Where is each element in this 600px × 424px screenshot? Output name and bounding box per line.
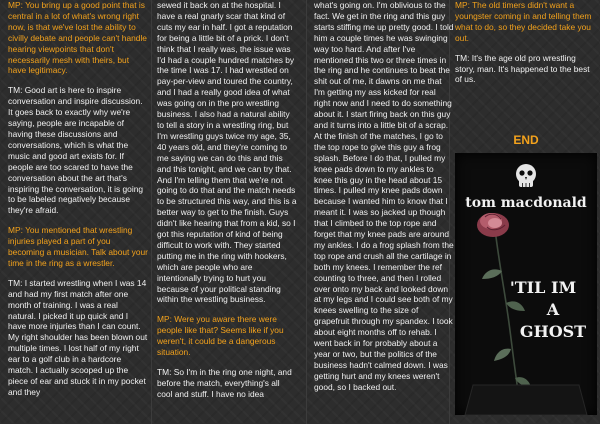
interviewee-answer: TM: I started wrestling when I was 14 and had my first match after one month of training. I was a real natural. I picked it up quick and I have more injuries than I can count. My right shoulder has been blown out multiple times. I lost half of my right ear to a golf club in a hardcore match. I actually scooped up the piece of ear and stuck it in my pocket and they bbox=[8, 277, 148, 397]
article-column-1 bbox=[8, 0, 148, 407]
article-column-3 bbox=[314, 0, 454, 402]
interviewee-answer: TM: Good art is here to inspire conversation and inspire discussion. It goes back to exactly why we're saying, people are incapable of having these discussions and conversations, which is what the music and good art exists for. If people are too scared to have the conversation about the art that's inspiring the conversation, it is going to be labeled negatively because they're afraid. bbox=[8, 85, 144, 216]
album-title-line-1: 'TIL IM bbox=[509, 278, 577, 297]
interviewer-question: MP: Were you aware there were people like that? Seems like if you weren't, it could be a dangerous situation. bbox=[157, 314, 284, 358]
rose-icon bbox=[477, 213, 509, 237]
skull-icon bbox=[516, 164, 536, 187]
article-column-2 bbox=[157, 0, 297, 409]
album-cover-image bbox=[455, 153, 597, 415]
hoodie-pocket bbox=[465, 385, 587, 415]
interviewee-answer: what's going on. I'm oblivious to the fact. We get in the ring and this guy starts stiffing me up pretty good. I told him a couple times he was swinging way too hard. And after I've mentioned this two or three times in the ring and he continues to beat the shit out of me, it dawns on me that I'm getting my ass kicked for real right now and I need to do something about it. I start firing back on this guy and it turns into a little bit of a scrap. At the finish of the matches, I go to the top rope to give this guy a frog splash. Before I do that, I pulled my knee pads down to my ankles to knee this guy in the head about 15 times. I pulled my knee pads down because I wanted him to know that I meant it. I was so jacked up though that I climbed to the top rope and forget that my knee pads are around my ankles. I do a frog splash from the top rope and crush all the cartilage in both my knees. I remember the ref counting to three, and then I rolled over onto my back and looked down at my legs and I could see both of my knees swelling to the size of grapefruit through my spandex. I took about eight months off to rehab. I went back in for probably about a year or two, but the politics of the business hadn't calmed down. I was getting hurt and my knees weren't good, so I backed out. bbox=[314, 0, 454, 392]
interviewee-answer: sewed it back on at the hospital. I have a real gnarly scar that kind of cuts my ear in half. I got a reputation for being a little bit of a prick. I don't think that I really was, the issue was I'd had a couple hundred matches by the time I was 17. I had wrestled on pay-per-view and toured the country, and I had a really good idea of what was going on in the pro wrestling business. I also had a natural ability to tell a story in a wrestling ring, but I'm wrestling guys twice my age, 35, 40 years old, and they're coming to me saying we can do this and this and this tonight, and we can try that. And I'm telling them that we're not going to do that and the match needs to be structured this way, and this is a better way to get to the finish. Guys didn't like hearing that from a kid, so I got this reputation of kind of being difficult to work with. They started putting me in the ring with hookers, which are people who are intentionally trying to hurt you because of your political standing within the wrestling business. bbox=[157, 0, 297, 305]
rose-leaf bbox=[494, 349, 511, 361]
interviewee-answer: TM: So I'm in the ring one night, and before the match, everything's all cool and stuff. I have no idea bbox=[157, 367, 292, 399]
interviewee-answer: TM: It's the age old pro wrestling story, man. It's happened to the best of us. bbox=[455, 52, 590, 85]
end-heading: END bbox=[513, 133, 539, 147]
album-title-line-2: A bbox=[546, 300, 560, 319]
column-divider bbox=[151, 0, 152, 424]
album-artwork bbox=[455, 153, 597, 415]
album-artist: tom macdonald bbox=[465, 195, 587, 211]
rose-leaf bbox=[506, 301, 525, 311]
album-title-line-3: GHOST bbox=[519, 322, 587, 341]
rose-leaf bbox=[482, 269, 502, 279]
interviewer-question: MP: You mentioned that wrestling injuries played a part of you becoming a musician. Talk about your time in the ring as a wrestler. bbox=[8, 225, 148, 268]
article-column-4 bbox=[455, 0, 597, 94]
interviewer-question: MP: You bring up a good point that is central in a lot of what's wrong right now, is that we've lost the ability to civilly debate and people can't handle hearing viewpoints that don't necessarily mesh with theirs, but have legitimacy. bbox=[8, 0, 147, 76]
column-divider bbox=[306, 0, 307, 424]
interviewer-question: MP: The old timers didn't want a youngster coming in and telling them what to do, so they decided take you out. bbox=[455, 0, 592, 43]
